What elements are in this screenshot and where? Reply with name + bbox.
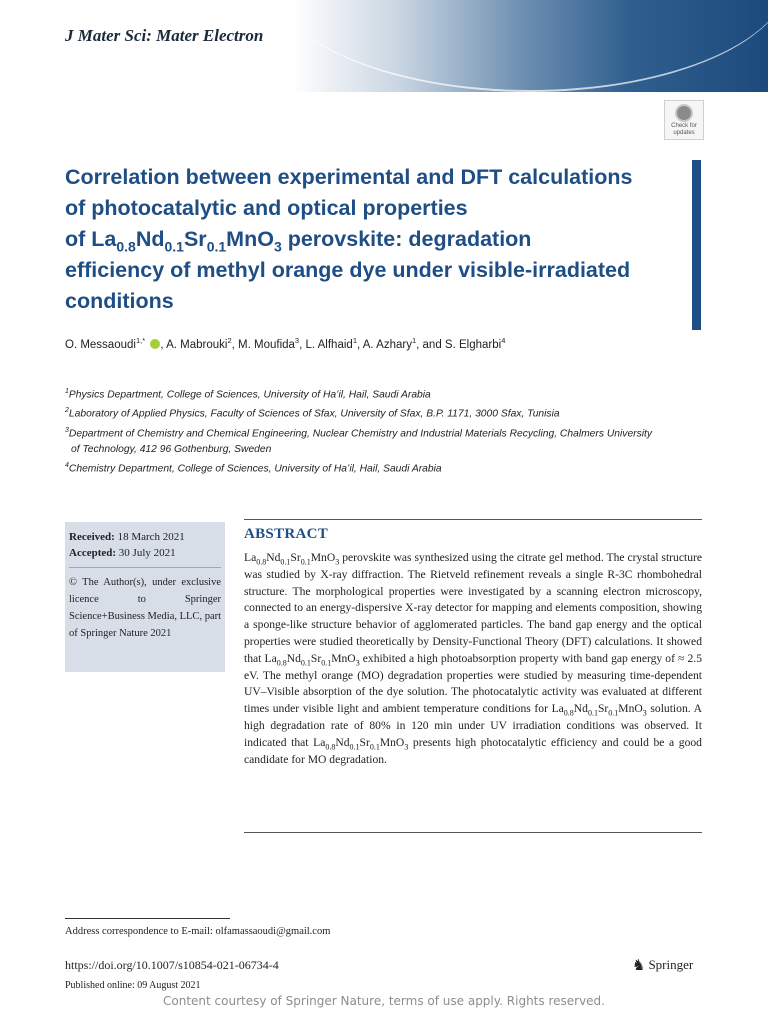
abstract-segment-3: solution. A high degradation rate of 80% in 120 min under UV irradiation conditions was observed. It indicated that <box>244 702 703 749</box>
title-accent-bar <box>692 160 701 330</box>
publisher-logo <box>632 956 693 975</box>
doi-link[interactable]: https://doi.org/10.1007/s10854-021-06734-4 <box>65 958 279 972</box>
title-formula-sr: Sr <box>183 227 207 251</box>
affiliation-text: Chemistry Department, College of Sciences, University of Ha’il, Hail, Saudi Arabia <box>68 463 442 475</box>
published-date: Published online: 09 August 2021 <box>65 980 201 991</box>
journal-banner <box>0 0 768 92</box>
courtesy-watermark: Content courtesy of Springer Nature, terms of use apply. Rights reserved. <box>163 994 605 1008</box>
formula: $La_{0.8}Nd_{0.1}Sr_{0.1}MnO_3$ <box>313 735 409 752</box>
title-formula-nd: Nd <box>135 227 165 251</box>
title-sub-1: 0.8 <box>116 238 136 255</box>
title-formula-la: of La <box>65 227 117 251</box>
title-line-3 <box>65 224 685 255</box>
author-name[interactable]: L. Alfhaid <box>305 338 353 351</box>
affiliation-text: Laboratory of Applied Physics, Faculty of Sciences of Sfax, University of Sfax, B.P. 1171, 3000 Sfax, Tunisia <box>68 408 560 420</box>
publisher-name: Springer <box>648 957 694 972</box>
author-affil: 4 <box>501 336 506 345</box>
abstract-segment-2: exhibited a high photoabsorption property with band gap energy of ≈ 2.5 eV. The methyl orange (MO) degradation properties were studied by measuring time-dependent UV–Visible absorption of the dye solution. The photocatalytic activity was evaluated at different times under visible light and ambient temperature conditions for <box>244 651 702 716</box>
affiliation-item <box>65 403 690 422</box>
formula: $La_{0.8}Nd_{0.1}Sr_{0.1}MnO_3$ <box>244 551 340 567</box>
title-line-3-suffix: perovskite: degradation <box>281 227 532 251</box>
sidebar-divider <box>69 567 221 568</box>
affiliation-item <box>65 384 690 403</box>
crossmark-label-2: updates <box>673 130 695 136</box>
title-sub-3: 0.1 <box>206 238 227 255</box>
title-sub-4: 3 <box>273 238 282 255</box>
orcid-icon[interactable] <box>150 339 160 349</box>
copyright-notice: © The Author(s), under exclusive licence to Springer Science+Business Media, LLC, part of Springer Nature 2021 <box>69 577 222 639</box>
abstract-segment-4: presents high photocatalytic efficiency and could be a good candidate for MO degradation. <box>244 735 702 766</box>
title-sub-2: 0.1 <box>164 238 184 255</box>
abstract-top-rule <box>244 519 702 520</box>
affiliation-number: 4 <box>65 462 69 470</box>
footnote-rule <box>65 918 230 919</box>
abstract-bottom-rule <box>244 832 702 833</box>
formula: $La_{0.8}Nd_{0.1}Sr_{0.1}MnO_3$ <box>264 651 360 668</box>
title-line-1: Correlation between experimental and DFT calculations <box>65 165 633 189</box>
author-name[interactable]: A. Azhary <box>362 338 412 351</box>
crossmark-icon <box>675 104 693 122</box>
affiliation-list <box>65 384 690 478</box>
author-name[interactable]: S. Elgharbi <box>444 338 502 351</box>
journal-name: J Mater Sci: Mater Electron <box>65 26 264 45</box>
abstract-heading: ABSTRACT <box>244 526 329 542</box>
affiliation-item <box>65 423 690 442</box>
accepted-value: 30 July 2021 <box>118 547 176 559</box>
author-affil: 1 <box>411 336 417 345</box>
affiliation-number: 1 <box>65 388 69 395</box>
affiliation-number: 3 <box>65 426 69 434</box>
author-affil: 1,* <box>135 336 146 345</box>
author-list: O. Messaoudi$^{1,*}$ , A. Mabrouki$^2$, M. Moufida$^3$, L. Alfhaid$^1$, A. Azhary$^1$, and S. Elgharbi$^4$ <box>65 336 506 351</box>
received-date <box>69 529 221 545</box>
title-line-2: of photocatalytic and optical properties <box>65 196 468 220</box>
springer-horse-icon: ♞ <box>632 958 646 974</box>
author-affil: 1 <box>352 336 357 345</box>
author-affil: 2 <box>227 336 232 345</box>
affiliation-number: 2 <box>65 407 69 415</box>
affiliation-item <box>65 458 690 477</box>
author-name[interactable]: A. Mabrouki <box>166 338 228 351</box>
accepted-label: Accepted: <box>69 547 117 559</box>
received-value: 18 March 2021 <box>117 531 185 543</box>
title-line-4: efficiency of methyl orange dye under visible-irradiated <box>65 258 631 282</box>
affiliation-continuation: of Technology, 412 96 Gothenburg, Sweden <box>71 444 272 456</box>
author-affil: 3 <box>294 336 300 345</box>
title-formula-mno: MnO <box>226 227 274 251</box>
author-name[interactable]: M. Moufida <box>238 338 295 351</box>
article-title <box>65 162 685 317</box>
abstract-segment-1: perovskite was synthesized using the citrate gel method. The crystal structure was studied by X-ray diffraction. The Rietveld refinement reveals a single R-3C rhombohedral structure. The morphological properties were investigated by a scanning electron microscopy, connected to an energy-dispersive X-ray detector for mapping and elements composition, showing a sponge-like structure behavior of agglomerated particles. The band gap energy and the optical properties were studied theoretically by Density-Functional Theory (DFT) calculations. It showed that <box>244 551 702 665</box>
author-name[interactable]: O. Messaoudi <box>65 338 136 351</box>
title-line-5: conditions <box>65 289 174 313</box>
article-history-box <box>65 522 225 672</box>
affiliation-text: Department of Chemistry and Chemical Engineering, Nuclear Chemistry and Industrial Materials Recycling, Chalmers University <box>68 428 653 440</box>
check-for-updates-badge[interactable] <box>664 100 704 140</box>
formula: $La_{0.8}Nd_{0.1}Sr_{0.1}MnO_3$ <box>551 702 647 718</box>
affiliation-text: Physics Department, College of Sciences, University of Ha’il, Hail, Saudi Arabia <box>68 389 431 401</box>
crossmark-label-1: Check for <box>671 123 697 129</box>
banner-swoosh <box>270 0 768 92</box>
abstract-text <box>244 550 702 768</box>
accepted-date <box>69 545 221 561</box>
received-label: Received: <box>69 531 115 543</box>
correspondence-email: Address correspondence to E-mail: olfamassaoudi@gmail.com <box>65 926 331 937</box>
